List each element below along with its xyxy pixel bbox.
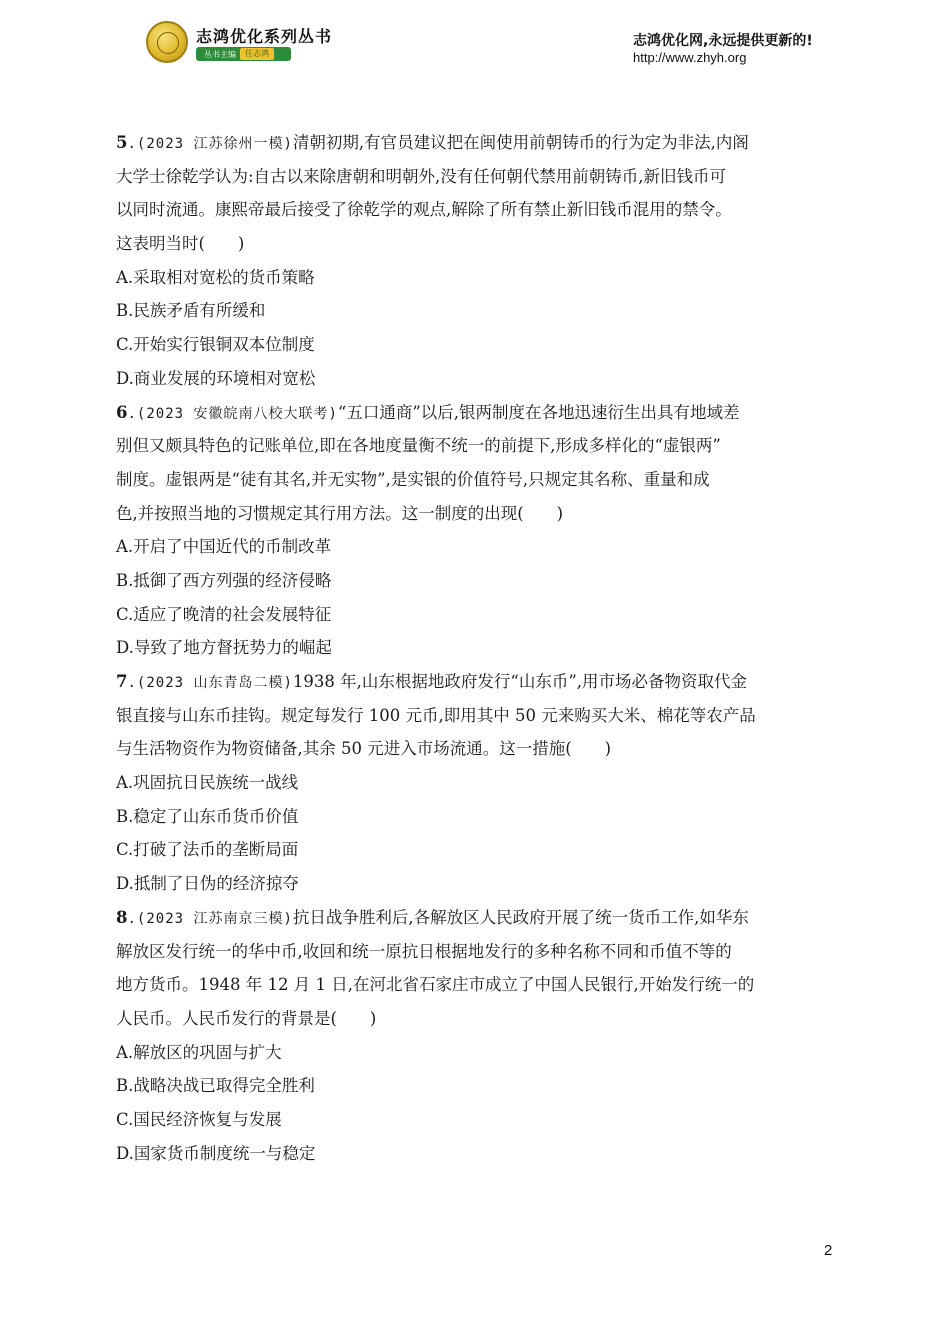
question-stem-line: 这表明当时( ) bbox=[116, 234, 245, 254]
editor-label: 丛书主编 bbox=[204, 49, 236, 59]
question-stem-line: 制度。虚银两是“徒有其名,并无实物”,是实银的价值符号,只规定其名称、重量和成 bbox=[116, 469, 710, 489]
question-stem-line: 大学士徐乾学认为:自古以来除唐朝和明朝外,没有任何朝代禁用前朝铸币,新旧钱币可 bbox=[116, 166, 727, 186]
question-stem-line: 银直接与山东币挂钩。规定每发行 100 元币,即用其中 50 元来购买大米、棉花等农产品 bbox=[116, 705, 756, 725]
publisher-logo-icon bbox=[146, 21, 188, 63]
slogan: 志鸿优化网,永远提供更新的! bbox=[633, 33, 813, 49]
question-stem-first: 清朝初期,有官员建议把在闽使用前朝铸币的行为定为非法,内阁 bbox=[292, 133, 749, 152]
page-header bbox=[0, 0, 950, 80]
question-stem-line: 人民币。人民币发行的背景是( ) bbox=[116, 1008, 377, 1028]
option-d: D.商业发展的环境相对宽松 bbox=[116, 368, 316, 388]
question-stem-line bbox=[116, 665, 836, 699]
question-stem-line: 别但又颇具特色的记账单位,即在各地度量衡不统一的前提下,形成多样化的“虚银两” bbox=[116, 436, 721, 456]
question-stem-first: 抗日战争胜利后,各解放区人民政府开展了统一货币工作,如华东 bbox=[292, 907, 749, 927]
option-b: B.抵御了西方列强的经济侵略 bbox=[116, 570, 332, 590]
editor-badge bbox=[196, 47, 291, 61]
option-b: B.民族矛盾有所缓和 bbox=[116, 301, 266, 321]
question-5 bbox=[116, 126, 836, 396]
option-c: C.适应了晚清的社会发展特征 bbox=[116, 604, 332, 624]
question-stem-line bbox=[116, 126, 836, 160]
option-b: B.战略决战已取得完全胜利 bbox=[116, 1076, 315, 1096]
question-number: 5 bbox=[116, 133, 128, 152]
editor-name: 任志鸿 bbox=[240, 48, 274, 60]
question-stem-line bbox=[116, 396, 836, 430]
option-d: D.国家货币制度统一与稳定 bbox=[116, 1143, 316, 1163]
question-source: .(2023 江苏徐州一模) bbox=[127, 136, 293, 152]
question-source: .(2023 安徽皖南八校大联考) bbox=[127, 405, 338, 422]
question-stem-line: 地方货币。1948 年 12 月 1 日,在河北省石家庄市成立了中国人民银行,开始发行统一的 bbox=[116, 975, 755, 995]
page-number: 2 bbox=[824, 1242, 833, 1259]
option-d: D.抵制了日伪的经济掠夺 bbox=[116, 874, 299, 894]
question-stem-line: 以同时流通。康熙帝最后接受了徐乾学的观点,解除了所有禁止新旧钱币混用的禁令。 bbox=[116, 200, 732, 220]
question-list bbox=[116, 126, 836, 1170]
series-title: 志鸿优化系列丛书 bbox=[196, 27, 333, 46]
option-c: C.打破了法币的垄断局面 bbox=[116, 840, 299, 860]
question-stem-line: 与生活物资作为物资储备,其余 50 元进入市场流通。这一措施( ) bbox=[116, 739, 612, 759]
site-url: http://www.zhyh.org bbox=[633, 50, 747, 65]
question-stem-line: 解放区发行统一的华中币,收回和统一原抗日根据地发行的多种名称不同和币值不等的 bbox=[116, 941, 732, 961]
question-number: 7 bbox=[116, 672, 128, 691]
option-a: A.解放区的巩固与扩大 bbox=[116, 1042, 282, 1062]
option-b: B.稳定了山东币货币价值 bbox=[116, 806, 299, 826]
option-c: C.开始实行银铜双本位制度 bbox=[116, 335, 315, 355]
question-source: .(2023 山东青岛二模) bbox=[127, 675, 293, 691]
option-a: A.开启了中国近代的币制改革 bbox=[116, 537, 332, 557]
option-d: D.导致了地方督抚势力的崛起 bbox=[116, 638, 332, 658]
question-stem-first: “五口通商”以后,银两制度在各地迅速衍生出具有地域差 bbox=[337, 402, 740, 422]
question-number: 6 bbox=[116, 402, 128, 422]
question-6 bbox=[116, 396, 836, 666]
question-stem-first: 1938 年,山东根据地政府发行“山东币”,用市场必备物资取代金 bbox=[292, 672, 748, 691]
option-a: A.巩固抗日民族统一战线 bbox=[116, 773, 299, 793]
question-stem-line: 色,并按照当地的习惯规定其行用方法。这一制度的出现( ) bbox=[116, 503, 564, 523]
option-c: C.国民经济恢复与发展 bbox=[116, 1109, 282, 1129]
question-number: 8 bbox=[116, 907, 128, 927]
question-7 bbox=[116, 665, 836, 901]
question-source: .(2023 江苏南京三模) bbox=[127, 910, 293, 927]
question-stem-line bbox=[116, 901, 836, 935]
question-8 bbox=[116, 901, 836, 1171]
option-a: A.采取相对宽松的货币策略 bbox=[116, 267, 315, 287]
